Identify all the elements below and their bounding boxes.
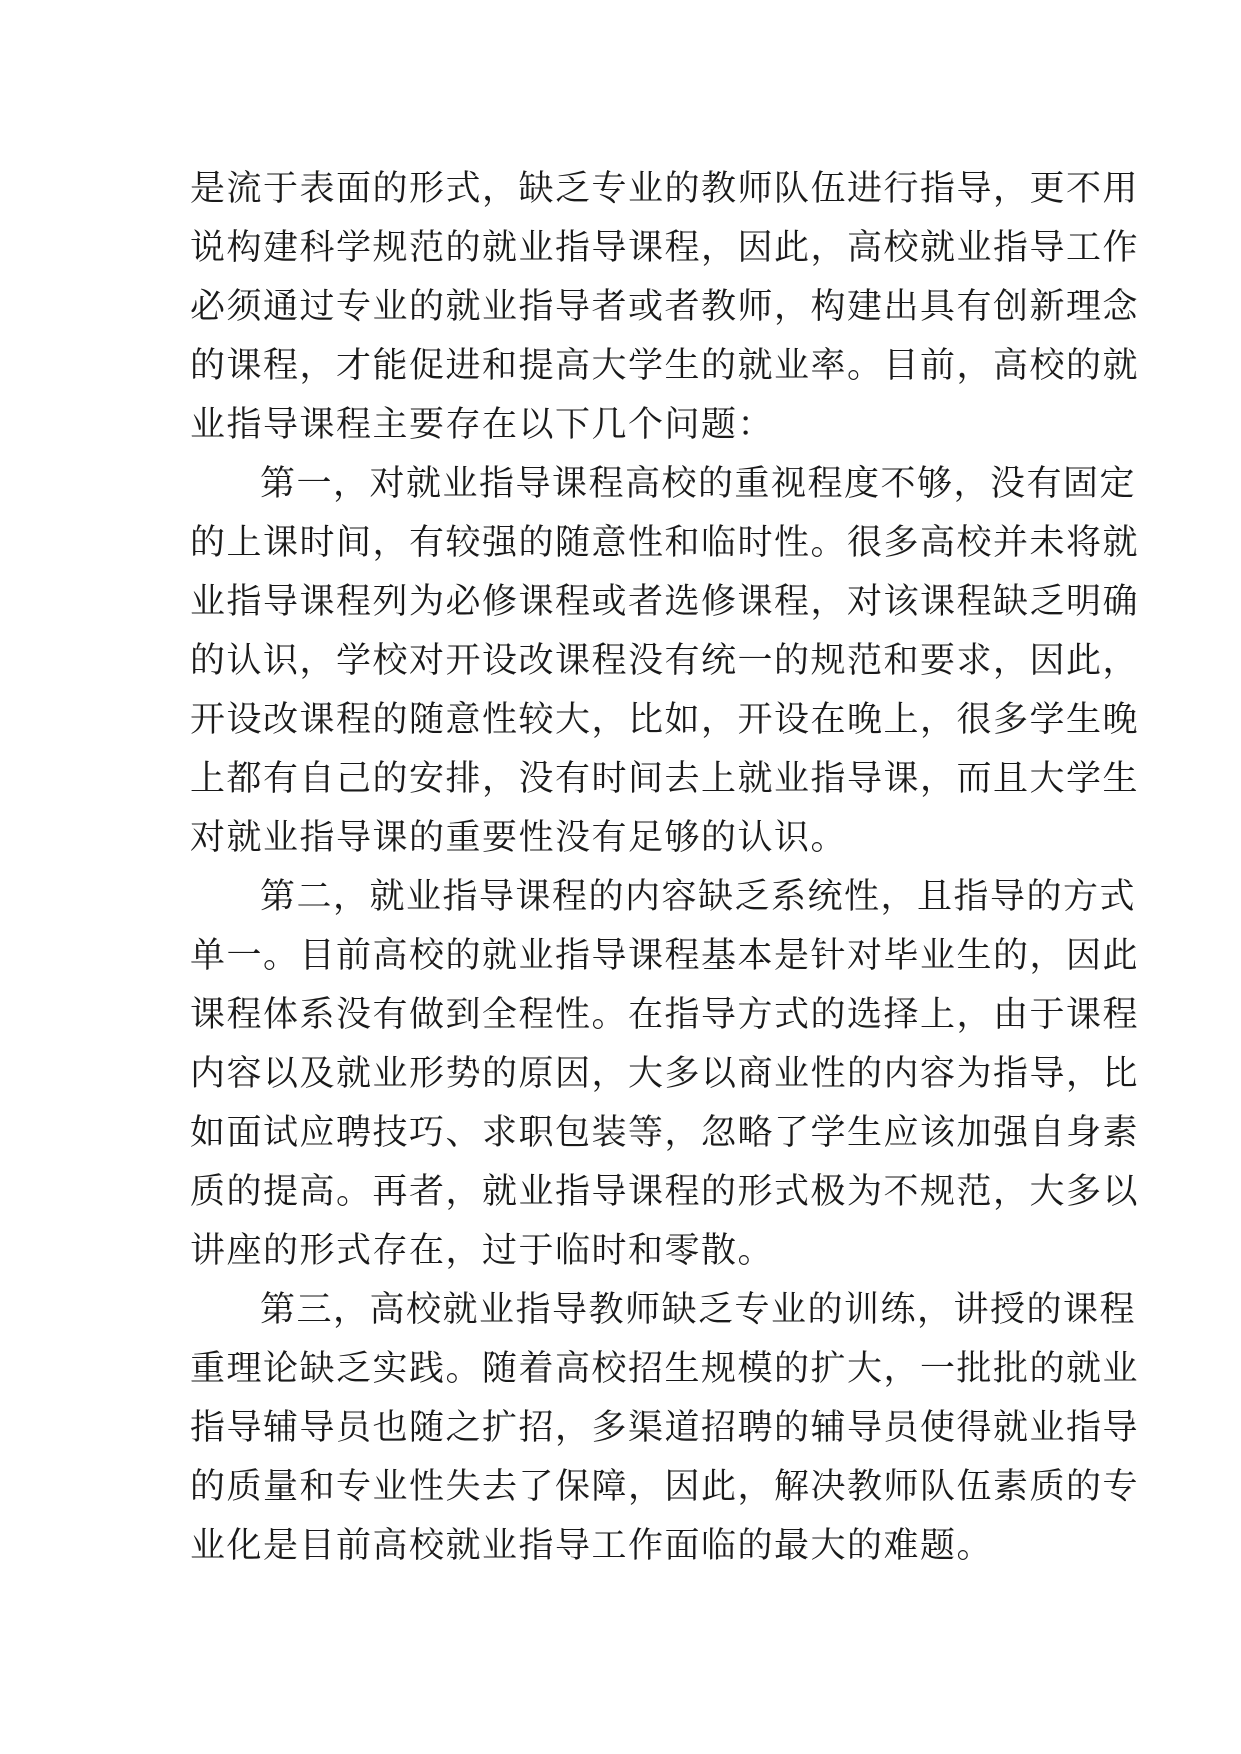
text-line: 质的提高。再者，就业指导课程的形式极为不规范，大多以 bbox=[190, 1172, 1140, 1212]
text-line: 的质量和专业性失去了保障，因此，解决教师队伍素质的专 bbox=[190, 1467, 1140, 1507]
document-body bbox=[190, 160, 1140, 1576]
text-line: 说构建科学规范的就业指导课程，因此，高校就业指导工作 bbox=[190, 228, 1140, 268]
text-line: 重理论缺乏实践。随着高校招生规模的扩大，一批批的就业 bbox=[190, 1349, 1140, 1389]
text-line: 上都有自己的安排，没有时间去上就业指导课，而且大学生 bbox=[190, 759, 1140, 799]
text-line: 必须通过专业的就业指导者或者教师，构建出具有创新理念 bbox=[190, 287, 1140, 327]
text-line: 第三，高校就业指导教师缺乏专业的训练，讲授的课程 bbox=[260, 1290, 1137, 1330]
text-line: 单一。目前高校的就业指导课程基本是针对毕业生的，因此 bbox=[190, 936, 1140, 976]
text-line: 对就业指导课的重要性没有足够的认识。 bbox=[190, 818, 848, 858]
text-line: 业指导课程主要存在以下几个问题： bbox=[190, 405, 775, 445]
text-line: 如面试应聘技巧、求职包装等，忽略了学生应该加强自身素 bbox=[190, 1113, 1140, 1153]
text-line: 课程体系没有做到全程性。在指导方式的选择上，由于课程 bbox=[190, 995, 1140, 1035]
text-line: 的认识，学校对开设改课程没有统一的规范和要求，因此， bbox=[190, 641, 1140, 681]
text-line: 开设改课程的随意性较大，比如，开设在晚上，很多学生晚 bbox=[190, 700, 1140, 740]
text-line: 第二，就业指导课程的内容缺乏系统性，且指导的方式 bbox=[260, 877, 1137, 917]
text-line: 讲座的形式存在，过于临时和零散。 bbox=[190, 1231, 775, 1271]
text-line: 业指导课程列为必修课程或者选修课程，对该课程缺乏明确 bbox=[190, 582, 1140, 622]
text-line: 指导辅导员也随之扩招，多渠道招聘的辅导员使得就业指导 bbox=[190, 1408, 1140, 1448]
text-line: 内容以及就业形势的原因，大多以商业性的内容为指导，比 bbox=[190, 1054, 1140, 1094]
text-line: 的上课时间，有较强的随意性和临时性。很多高校并未将就 bbox=[190, 523, 1140, 563]
text-line: 的课程，才能促进和提高大学生的就业率。目前，高校的就 bbox=[190, 346, 1140, 386]
text-line: 第一，对就业指导课程高校的重视程度不够，没有固定 bbox=[260, 464, 1137, 504]
text-line: 是流于表面的形式，缺乏专业的教师队伍进行指导，更不用 bbox=[190, 169, 1140, 209]
text-line: 业化是目前高校就业指导工作面临的最大的难题。 bbox=[190, 1526, 994, 1566]
